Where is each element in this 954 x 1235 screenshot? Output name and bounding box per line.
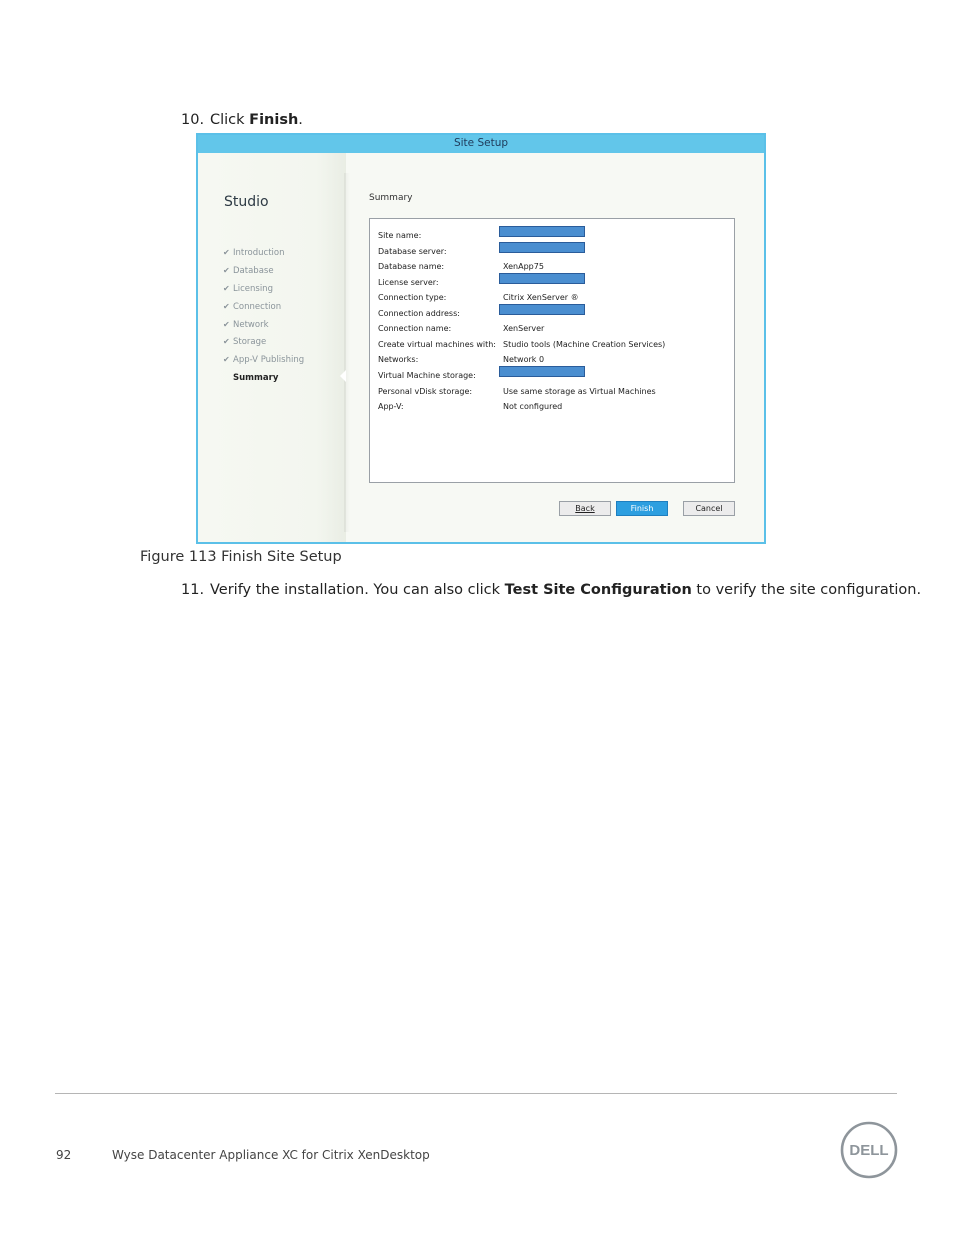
wizard-step-item: [223, 337, 304, 355]
summary-label: Database name:: [378, 262, 445, 271]
summary-label: Connection name:: [378, 324, 452, 333]
summary-value: Not configured: [503, 402, 563, 411]
summary-row: [378, 324, 728, 338]
summary-label: App-V:: [378, 402, 404, 411]
wizard-step-item: [223, 284, 304, 302]
page-number: 92: [56, 1148, 72, 1162]
checkmark-icon: ✔: [223, 248, 230, 257]
summary-value: Studio tools (Machine Creation Services): [503, 340, 666, 349]
checkmark-icon: ✔: [223, 337, 230, 347]
current-step-pointer: [340, 370, 346, 382]
summary-label: Connection address:: [378, 309, 460, 318]
wizard-step-item: [223, 320, 304, 338]
checkmark-icon: ✔: [223, 283, 230, 293]
summary-row: [378, 278, 728, 292]
summary-panel: [369, 218, 735, 483]
wizard-step-label: Connection: [233, 301, 282, 312]
step-number: 10.: [181, 112, 205, 128]
back-button[interactable]: [559, 501, 611, 516]
summary-value: Use same storage as Virtual Machines: [503, 387, 656, 396]
wizard-step-label: Network: [233, 319, 269, 330]
wizard-step-label: Database: [233, 265, 274, 276]
step-10: [181, 112, 303, 128]
wizard-step-label: Summary: [233, 373, 279, 384]
summary-row: [378, 402, 728, 416]
summary-value: Network 0: [503, 355, 545, 364]
summary-row: [378, 340, 728, 354]
site-setup-window: [196, 133, 766, 544]
step-text: Click: [210, 112, 250, 128]
wizard-sidebar: [198, 153, 346, 542]
step-11: [181, 582, 921, 598]
finish-button[interactable]: Finish: [616, 501, 668, 516]
summary-row: [378, 371, 728, 385]
wizard-step-label: Storage: [233, 337, 267, 348]
wizard-step-label: Licensing: [233, 283, 273, 294]
summary-label: Create virtual machines with:: [378, 340, 497, 349]
cancel-button[interactable]: Cancel: [683, 501, 735, 516]
step-bold-term: Test Site Configuration: [504, 582, 692, 598]
step-text: Verify the installation. You can also click: [210, 582, 505, 598]
checkmark-icon: ✔: [223, 319, 230, 329]
dell-logo-text: DELL: [849, 1142, 889, 1159]
summary-row: [378, 387, 728, 401]
summary-row: [378, 247, 728, 261]
redacted-value: [499, 226, 585, 237]
wizard-step-item: [223, 355, 304, 373]
redacted-value: [499, 304, 585, 315]
summary-label: Networks:: [378, 355, 419, 364]
checkmark-icon: ✔: [223, 265, 230, 275]
redacted-value: [499, 273, 585, 284]
step-number: 11.: [181, 582, 205, 598]
checkmark-icon: ✔: [223, 301, 230, 311]
step-bold-term: Finish: [249, 112, 299, 128]
wizard-step-item: [223, 248, 304, 266]
step-text-end: to verify the site configuration.: [691, 582, 922, 598]
figure-caption: Figure 113 Finish Site Setup: [140, 549, 342, 565]
step-text-end: .: [298, 112, 303, 128]
back-button-label: Back: [575, 504, 595, 513]
wizard-step-label: Introduction: [233, 248, 285, 258]
summary-value: XenServer: [503, 324, 545, 333]
wizard-step-item: [223, 302, 304, 320]
window-title: Site Setup: [198, 135, 764, 153]
summary-label: Database server:: [378, 247, 447, 256]
summary-label: Virtual Machine storage:: [378, 371, 476, 380]
checkmark-icon: ✔: [223, 355, 230, 365]
wizard-steps: [223, 248, 304, 391]
summary-label: License server:: [378, 278, 439, 287]
wizard-step-item: [223, 373, 304, 391]
dell-logo-icon: [840, 1121, 898, 1179]
document-title: Wyse Datacenter Appliance XC for Citrix XenDesktop: [112, 1148, 430, 1162]
summary-label: Personal vDisk storage:: [378, 387, 473, 396]
summary-value: Citrix XenServer ®: [503, 293, 579, 302]
summary-row: [378, 309, 728, 323]
redacted-value: [499, 242, 585, 253]
summary-heading: Summary: [369, 193, 413, 203]
wizard-step-item: [223, 266, 304, 284]
wizard-step-label: App-V Publishing: [233, 355, 305, 366]
summary-label: Site name:: [378, 231, 422, 240]
summary-value: XenApp75: [503, 262, 544, 271]
sidebar-title: Studio: [224, 194, 269, 210]
footer-divider: [55, 1093, 897, 1094]
redacted-value: [499, 366, 585, 377]
summary-label: Connection type:: [378, 293, 447, 302]
